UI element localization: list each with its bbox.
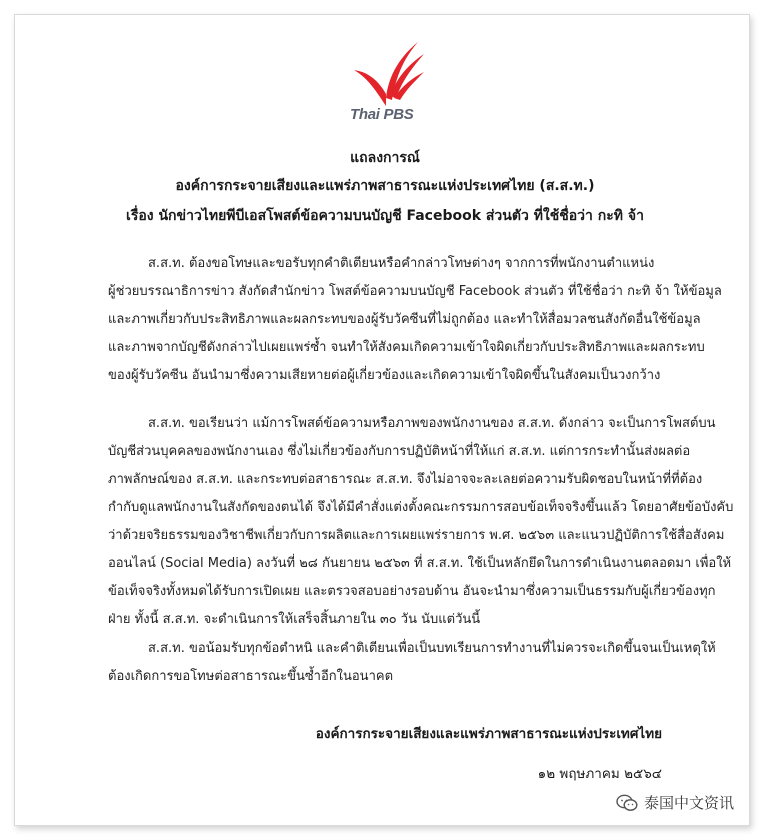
paragraph-line: ต้องเกิดการขอโทษต่อสาธารณะขึ้นซ้ำอีกในอนาคต [108,669,394,684]
paragraph-line: ส.ส.ท. ต้องขอโทษและขอรับทุกคำติเตียนหรือคำกล่าวโทษต่างๆ จากการที่พนักงานตำแหน่ง [148,256,655,271]
paragraph-1 [108,250,722,390]
subject-heading: เรื่อง นักข่าวไทยพีบีเอสโพสต์ข้อความบนบัญชี Facebook ส่วนตัว ที่ใช้ชื่อว่า กะทิ จ้า [126,208,644,224]
paragraph-line: ส.ส.ท. ขอน้อมรับทุกข้อตำหนิ และคำติเตียนเพื่อเป็นบทเรียนการทำงานที่ไม่ควรจะเกิดขึ้นจนเป็นเหตุให้ [148,641,716,656]
paragraph-line: บัญชีส่วนบุคคลของพนักงานเอง ซึ่งไม่เกี่ยวข้องกับการปฏิบัติหน้าที่ให้แก่ ส.ส.ท. แต่การกระทำนั้นส่งผลต่อ [108,444,691,459]
thai-pbs-logo [346,36,426,132]
doc-type-heading: แถลงการณ์ [350,150,420,166]
paragraph-line: ออนไลน์ (Social Media) ลงวันที่ ๒๘ กันยายน ๒๕๖๓ ที่ ส.ส.ท. ใช้เป็นหลักยึดในการดำเนินงานตลอดมา เพื่อให้ [108,556,732,571]
brand-name: Thai PBS [350,106,414,123]
paragraph-line: และภาพเกี่ยวกับประสิทธิภาพและผลกระทบของผู้รับวัคซีนที่ไม่ถูกต้อง และทำให้สื่อมวลชนสังกัดอื่นใช้ข้อมูล [108,312,701,327]
organization-heading: องค์การกระจายเสียงและแพร่ภาพสาธารณะแห่งประเทศไทย (ส.ส.ท.) [175,178,595,194]
paragraph-line: กำกับดูแลพนักงานในสังกัดของตนได้ จึงได้มีคำสั่งแต่งตั้งคณะกรรมการสอบข้อเท็จจริงขึ้นแล้ว โดยอาศัยข้อบังคับ [108,500,734,515]
signature-organization: องค์การกระจายเสียงและแพร่ภาพสาธารณะแห่งประเทศไทย [315,726,662,742]
signature-date: ๑๒ พฤษภาคม ๒๕๖๔ [537,766,662,782]
paragraph-line: ส.ส.ท. ขอเรียนว่า แม้การโพสต์ข้อความหรือภาพของพนักงานของ ส.ส.ท. ดังกล่าว จะเป็นการโพสต์บน [148,416,716,431]
paragraph-2 [108,410,734,634]
paragraph-line: และภาพจากบัญชีดังกล่าวไปเผยแพร่ซ้ำ จนทำให้สังคมเกิดความเข้าใจผิดเกี่ยวกับประสิทธิภาพและผลกระทบ [108,340,705,355]
paragraph-line: ฝ่าย ทั้งนี้ ส.ส.ท. จะดำเนินการให้เสร็จสิ้นภายใน ๓๐ วัน นับแต่วันนี้ [108,612,481,627]
paragraph-line: ผู้ช่วยบรรณาธิการข่าว สังกัดสำนักข่าว โพสต์ข้อความบนบัญชี Facebook ส่วนตัว ที่ใช้ชื่อว่า กะทิ จ้า ให้ข้อมูล [108,284,722,299]
wechat-icon [616,794,638,812]
paragraph-line: ภาพลักษณ์ของ ส.ส.ท. และกระทบต่อสาธารณะ ส.ส.ท. จึงไม่อาจจะละเลยต่อความรับผิดชอบในหน้าที่ที่ต้อง [108,472,703,487]
watermark-text: 泰国中文资讯 [644,794,735,812]
bird-logo-icon [346,36,426,108]
paragraph-line: ของผู้รับวัคซีน อันนำมาซึ่งความเสียหายต่อผู้เกี่ยวข้องและเกิดความเข้าใจผิดขึ้นในสังคมเป็นวงกว้าง [108,368,661,383]
paragraph-3 [108,635,716,691]
paragraph-line: ข้อเท็จจริงทั้งหมดได้รับการเปิดเผย และตรวจสอบอย่างรอบด้าน อันจะนำมาซึ่งความเป็นธรรมกับผู้เกี่ยวข้องทุก [108,584,716,599]
paragraph-line: ว่าด้วยจริยธรรมของวิชาชีพเกี่ยวกับการผลิตและการเผยแพร่รายการ พ.ศ. ๒๕๖๓ และแนวปฏิบัติการใช้สื่อสังคม [108,528,725,543]
watermark [616,792,734,813]
